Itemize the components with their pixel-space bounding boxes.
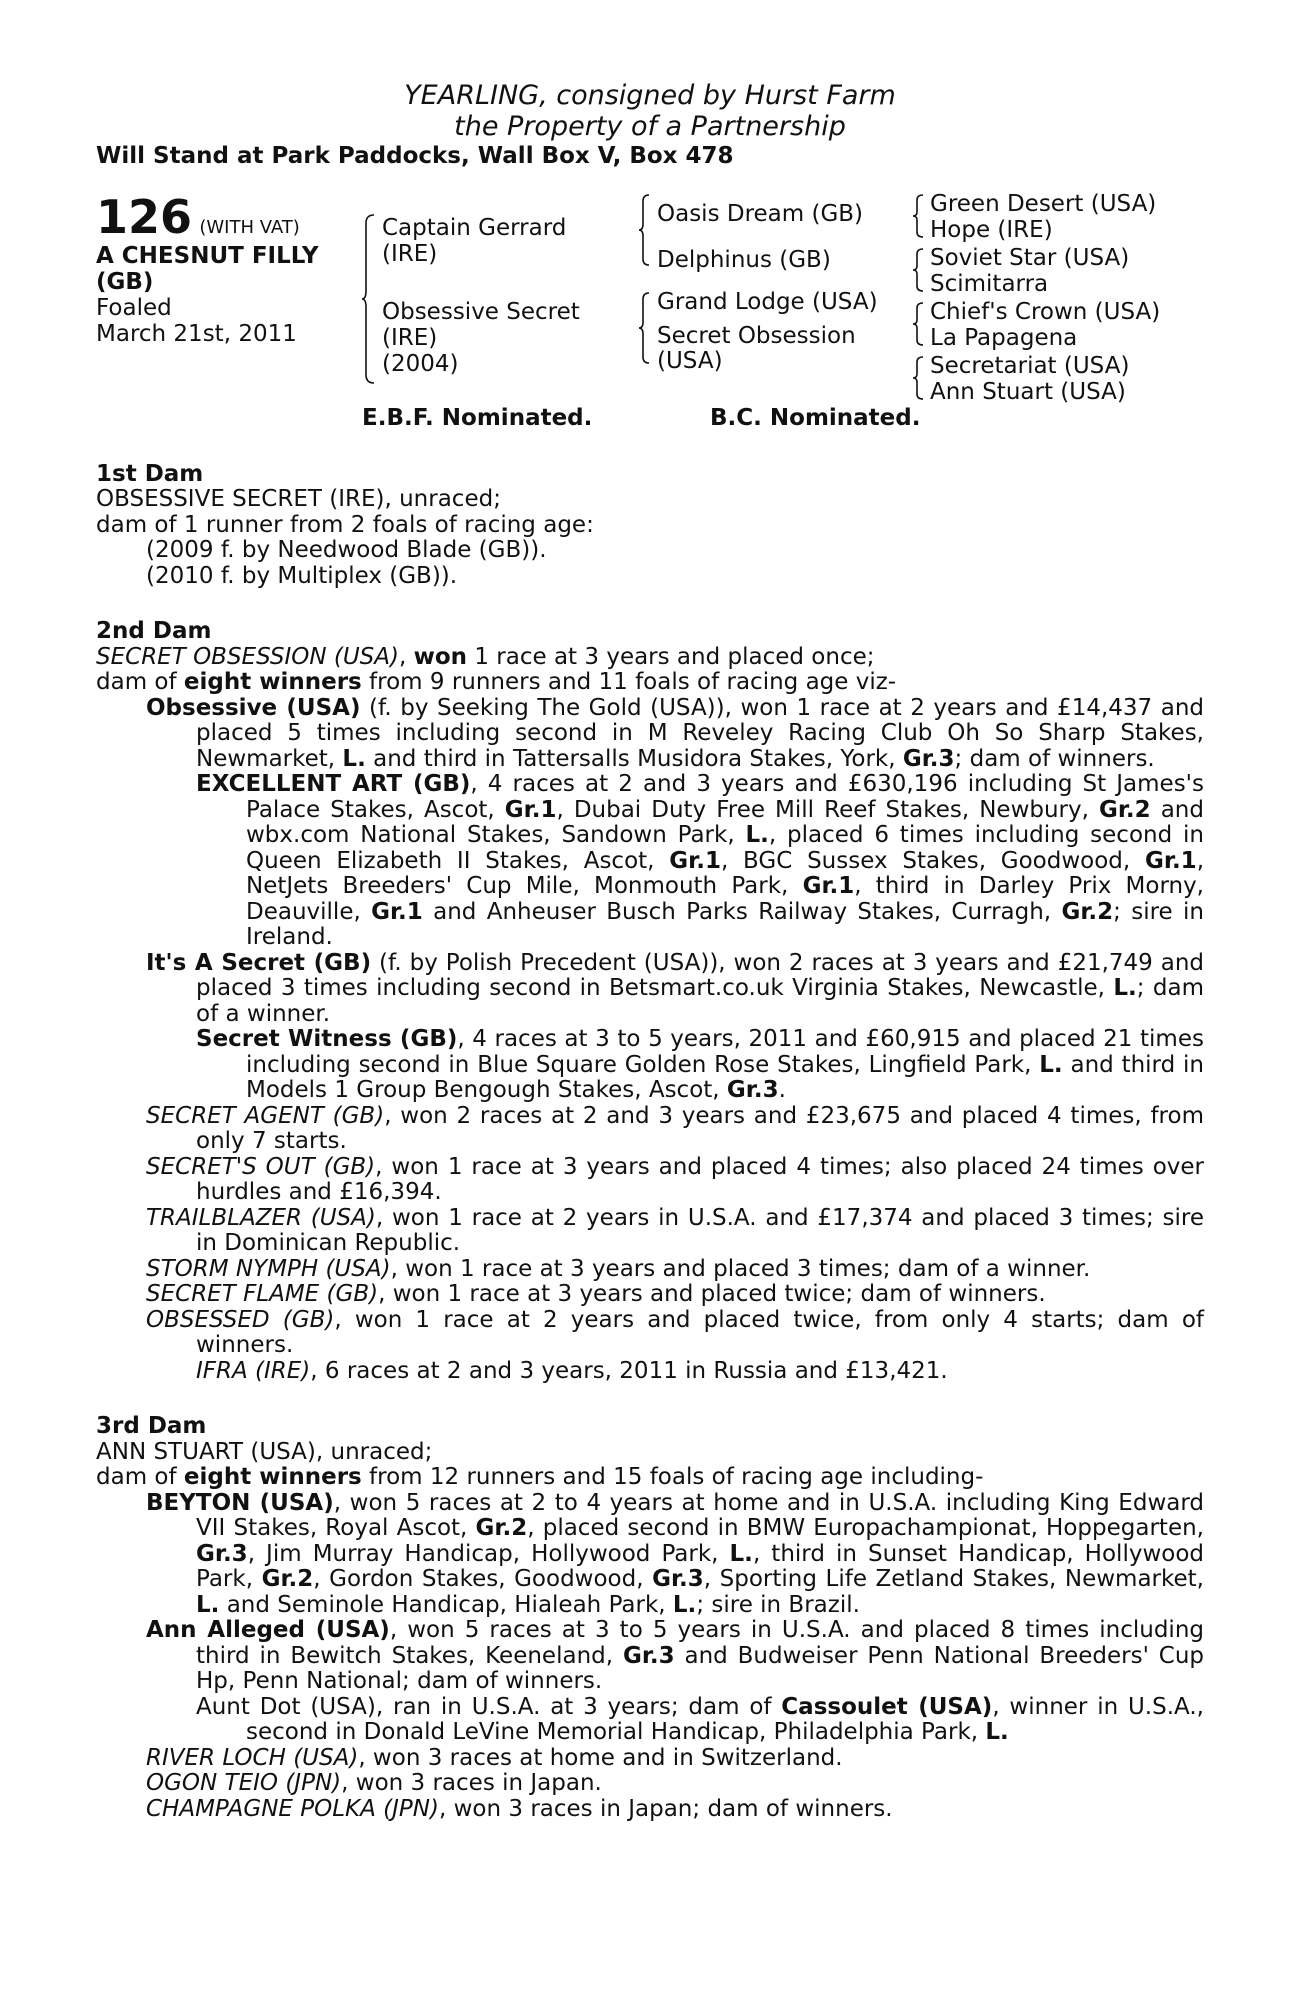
entry-ifra: IFRA (IRE), 6 races at 2 and 3 years, 2011 in Russia and £13,421. bbox=[196, 1357, 948, 1384]
lot-number-line bbox=[96, 189, 300, 244]
second-dam-line: SECRET OBSESSION (USA), won 1 race at 3 years and placed once; bbox=[96, 643, 875, 670]
third-dam-line: ANN STUART (USA), unraced; bbox=[96, 1438, 433, 1465]
third-dam-section bbox=[96, 1414, 1204, 1822]
pedigree-brace-dam bbox=[638, 292, 650, 364]
catalogue-page bbox=[96, 80, 1204, 1822]
dam-dam-origin: (USA) bbox=[657, 347, 723, 374]
dam-sire: Grand Lodge (USA) bbox=[657, 288, 878, 315]
entry-aunt-dot: Aunt Dot (USA), ran in U.S.A. at 3 years; dam of Cassoulet (USA), winner in U.S.A., second in Donald LeVine Memorial Handicap, Philadelphia Park, L. bbox=[196, 1693, 1204, 1745]
pedigree-brace-ds bbox=[912, 302, 924, 346]
entry-river-loch: RIVER LOCH (USA), won 3 races at home and in Switzerland. bbox=[146, 1744, 843, 1771]
sire-dam: Delphinus (GB) bbox=[657, 246, 831, 273]
pedigree-brace-main bbox=[361, 214, 375, 384]
entry-obsessive: Obsessive (USA) (f. by Seeking The Gold (USA)), won 1 race at 2 years and £14,437 and placed 5 times including second in M Reveley Racing Club Oh So Sharp Stakes, Newmarket, L. and third in Tattersalls Musidora Stakes, York, Gr.3; dam of winners. bbox=[146, 694, 1204, 772]
property-line: the Property of a Partnership bbox=[454, 111, 846, 142]
ds-sire: Chief's Crown (USA) bbox=[930, 298, 1161, 325]
entry-trailblazer: TRAILBLAZER (USA), won 1 race at 2 years in U.S.A. and £17,374 and placed 3 times; sire in Dominican Republic. bbox=[146, 1204, 1204, 1256]
pedigree-brace-ss bbox=[912, 194, 924, 238]
first-dam-produce: dam of 1 runner from 2 foals of racing age: bbox=[96, 511, 594, 538]
consignor-line: YEARLING, consigned by Hurst Farm bbox=[404, 80, 896, 111]
first-dam-heading: 1st Dam bbox=[96, 460, 204, 487]
sire-name: Captain Gerrard bbox=[382, 214, 567, 241]
second-dam-section bbox=[96, 619, 1204, 1384]
ss-sire: Green Desert (USA) bbox=[930, 190, 1157, 217]
sire-sire: Oasis Dream (GB) bbox=[657, 200, 864, 227]
pedigree-table bbox=[96, 189, 1204, 502]
third-dam-heading: 3rd Dam bbox=[96, 1413, 207, 1439]
entry-secret-flame: SECRET FLAME (GB), won 1 race at 3 years and placed twice; dam of winners. bbox=[146, 1281, 1046, 1307]
entry-secret-witness: Secret Witness (GB), 4 races at 3 to 5 years, 2011 and £60,915 and placed 21 times including second in Blue Square Golden Rose Stakes, Lingfield Park, L. and third in Models 1 Group Bengough Stakes, Ascot, Gr.3. bbox=[196, 1026, 1204, 1103]
entry-ogon-teio: OGON TEIO (JPN), won 3 races in Japan. bbox=[146, 1770, 602, 1796]
second-dam-produce: dam of eight winners from 9 runners and 11 foals of racing age viz- bbox=[96, 669, 897, 695]
stand-line: Will Stand at Park Paddocks, Wall Box V, Box 478 bbox=[96, 143, 734, 169]
vat-label: (WITH VAT) bbox=[199, 216, 300, 238]
sd-dam: Scimitarra bbox=[930, 270, 1049, 297]
ebf-nominated: E.B.F. Nominated. bbox=[362, 404, 593, 431]
sire-origin: (IRE) bbox=[382, 240, 438, 267]
ds-dam: La Papagena bbox=[930, 324, 1078, 351]
dam-year: (2004) bbox=[382, 350, 459, 377]
entry-excellent-art: EXCELLENT ART (GB), 4 races at 2 and 3 years and £630,196 including St James's Palace Stakes, Ascot, Gr.1, Dubai Duty Free Mill Reef Stakes, Newbury, Gr.2 and wbx.com National Stakes, Sandown Park, L., placed 6 times including second in Queen Elizabeth II Stakes, Ascot, Gr.1, BGC Sussex Stakes, Goodwood, Gr.1, NetJets Breeders' Cup Mile, Monmouth Park, Gr.1, third in Darley Prix Morny, Deauville, Gr.1 and Anheuser Busch Parks Railway Stakes, Curragh, Gr.2; sire in Ireland. bbox=[196, 771, 1204, 950]
foaled-date: March 21st, 2011 bbox=[96, 320, 297, 347]
second-dam-heading: 2nd Dam bbox=[96, 618, 212, 644]
entry-beyton: BEYTON (USA), won 5 races at 2 to 4 years at home and in U.S.A. including King Edward VII Stakes, Royal Ascot, Gr.2, placed second in BMW Europachampionat, Hoppegarten, Gr.3, Jim Murray Handicap, Hollywood Park, L., third in Sunset Handicap, Hollywood Park, Gr.2, Gordon Stakes, Goodwood, Gr.3, Sporting Life Zetland Stakes, Newmarket, L. and Seminole Handicap, Hialeah Park, L.; sire in Brazil. bbox=[146, 1489, 1205, 1618]
lot-number: 126 bbox=[96, 189, 193, 244]
pedigree-brace-sd bbox=[912, 248, 924, 292]
sd-sire: Soviet Star (USA) bbox=[930, 244, 1130, 271]
third-dam-produce: dam of eight winners from 12 runners and 15 foals of racing age including- bbox=[96, 1464, 984, 1490]
ss-dam: Hope (IRE) bbox=[930, 216, 1053, 243]
entry-storm-nymph: STORM NYMPH (USA), won 1 race at 3 years and placed 3 times; dam of a winner. bbox=[146, 1255, 1091, 1282]
entry-secret-agent: SECRET AGENT (GB), won 2 races at 2 and 3 years and £23,675 and placed 4 times, from only 7 starts. bbox=[146, 1102, 1204, 1154]
foaled-label: Foaled bbox=[96, 294, 172, 321]
entry-ann-alleged: Ann Alleged (USA), won 5 races at 3 to 5 years in U.S.A. and placed 8 times including third in Bewitch Stakes, Keeneland, Gr.3 and Budweiser Penn National Breeders' Cup Hp, Penn National; dam of winners. bbox=[146, 1617, 1204, 1694]
first-dam-line: OBSESSIVE SECRET (IRE), unraced; bbox=[96, 486, 501, 512]
entry-secrets-out: SECRET'S OUT (GB), won 1 race at 3 years and placed 4 times; also placed 24 times over hurdles and £16,394. bbox=[146, 1153, 1204, 1205]
first-dam-foal-2009: (2009 f. by Needwood Blade (GB)). bbox=[146, 537, 547, 563]
dd-sire: Secretariat (USA) bbox=[930, 352, 1130, 379]
entry-its-a-secret: It's A Secret (GB) (f. by Polish Precedent (USA)), won 2 races at 3 years and £21,749 and placed 3 times including second in Betsmart.co.uk Virginia Stakes, Newcastle, L.; dam of a winner. bbox=[146, 949, 1204, 1027]
entry-obsessed: OBSESSED (GB), won 1 race at 2 years and placed twice, from only 4 starts; dam of winners. bbox=[146, 1306, 1204, 1358]
first-dam-foal-2010: (2010 f. by Multiplex (GB)). bbox=[146, 562, 458, 589]
entry-champagne-polka: CHAMPAGNE POLKA (JPN), won 3 races in Japan; dam of winners. bbox=[146, 1795, 893, 1822]
pedigree-brace-dd bbox=[912, 356, 924, 400]
bc-nominated: B.C. Nominated. bbox=[710, 404, 921, 431]
dam-dam: Secret Obsession bbox=[657, 322, 856, 349]
second-dam-name: SECRET OBSESSION (USA) bbox=[96, 643, 399, 670]
dd-dam: Ann Stuart (USA) bbox=[930, 378, 1126, 405]
dam-name: Obsessive Secret bbox=[382, 298, 580, 325]
dam-origin: (IRE) bbox=[382, 324, 438, 351]
pedigree-brace-sire bbox=[638, 194, 650, 266]
lot-title: A CHESNUT FILLY bbox=[96, 242, 319, 269]
lot-title-origin: (GB) bbox=[96, 268, 154, 295]
